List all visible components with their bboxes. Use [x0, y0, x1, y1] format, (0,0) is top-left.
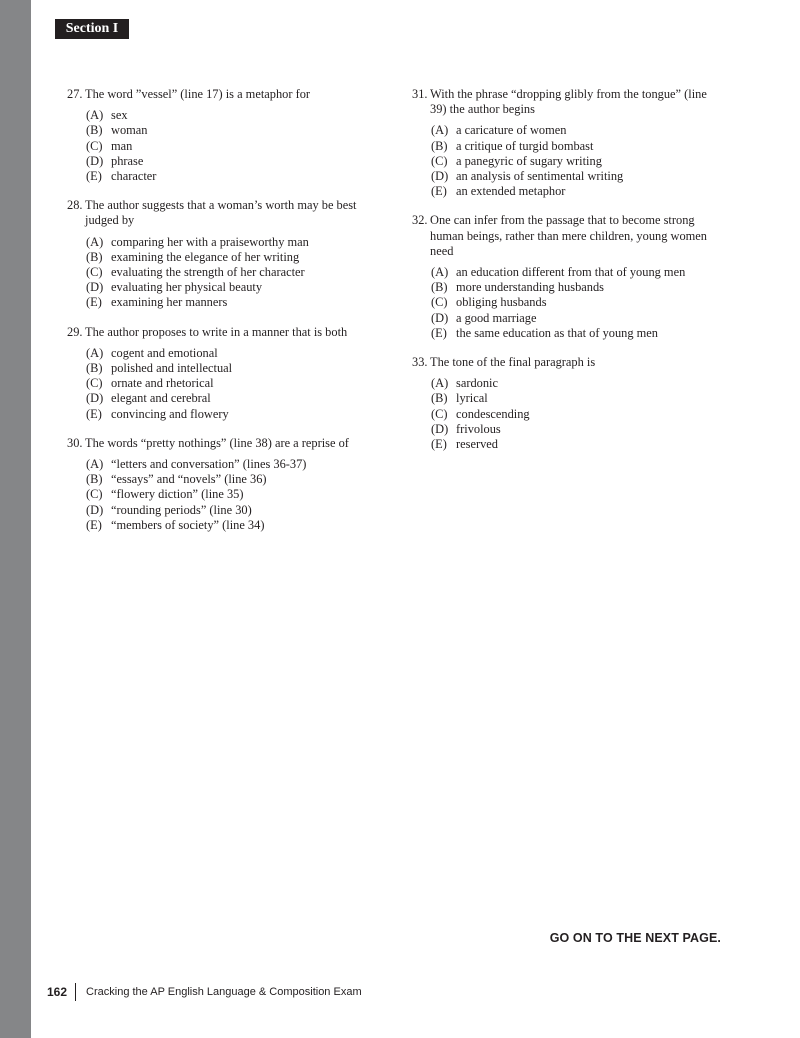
- answer-option: [86, 295, 377, 310]
- option-letter: (E): [431, 437, 447, 452]
- answer-options: [86, 108, 377, 184]
- answer-options: [86, 346, 377, 422]
- option-letter: (D): [86, 502, 104, 517]
- go-on-to-next-page: GO ON TO THE NEXT PAGE.: [549, 931, 721, 945]
- option-letter: (B): [431, 391, 448, 406]
- option-text: a panegyric of sugary writing: [456, 153, 602, 168]
- question-item: [67, 436, 377, 533]
- option-letter: (E): [86, 295, 102, 310]
- option-letter: (E): [86, 406, 102, 421]
- option-text: character: [111, 169, 157, 184]
- answer-option: [86, 503, 377, 518]
- answer-option: [86, 139, 377, 154]
- option-text: a critique of turgid bombast: [456, 138, 594, 153]
- answer-option: [431, 391, 722, 406]
- option-letter: (A): [86, 108, 104, 123]
- answer-options: [431, 376, 722, 452]
- question-text: With the phrase “dropping glibly from the tongue” (line 39) the author begins: [430, 87, 707, 117]
- answer-option: [86, 457, 377, 472]
- answer-option: [86, 108, 377, 123]
- answer-option: [431, 326, 722, 341]
- option-letter: (D): [86, 153, 104, 168]
- question-item: [412, 355, 722, 452]
- option-text: elegant and cerebral: [111, 391, 211, 406]
- left-question-column: [67, 87, 377, 547]
- question-text: The author proposes to write in a manner that is both: [85, 324, 348, 339]
- option-text: frivolous: [456, 421, 501, 436]
- question-number: 29.: [67, 324, 83, 339]
- side-margin-bar: [0, 0, 31, 1038]
- option-letter: (D): [431, 310, 449, 325]
- option-text: a good marriage: [456, 310, 537, 325]
- option-letter: (D): [431, 169, 449, 184]
- answer-option: [431, 422, 722, 437]
- answer-option: [431, 437, 722, 452]
- option-text: evaluating the strength of her character: [111, 265, 305, 280]
- answer-option: [86, 487, 377, 502]
- option-letter: (C): [86, 265, 103, 280]
- answer-option: [86, 391, 377, 406]
- option-letter: (B): [86, 123, 103, 138]
- question-stem: [412, 213, 722, 259]
- answer-option: [431, 311, 722, 326]
- option-letter: (E): [431, 184, 447, 199]
- answer-option: [86, 361, 377, 376]
- option-letter: (C): [86, 138, 103, 153]
- question-text: One can infer from the passage that to become strong human beings, rather than mere children, young women need: [430, 213, 707, 258]
- option-text: man: [111, 138, 133, 153]
- option-text: condescending: [456, 406, 530, 421]
- option-letter: (B): [86, 249, 103, 264]
- answer-options: [86, 457, 377, 533]
- option-letter: (C): [431, 406, 448, 421]
- question-item: [67, 198, 377, 310]
- option-text: obliging husbands: [456, 295, 547, 310]
- answer-option: [86, 250, 377, 265]
- answer-option: [86, 407, 377, 422]
- question-item: [67, 325, 377, 422]
- question-stem: [67, 198, 377, 228]
- answer-option: [431, 280, 722, 295]
- option-letter: (D): [431, 421, 449, 436]
- answer-option: [86, 346, 377, 361]
- answer-options: [431, 123, 722, 199]
- option-text: “rounding periods” (line 30): [111, 502, 252, 517]
- option-letter: (A): [431, 265, 449, 280]
- answer-option: [86, 376, 377, 391]
- question-number: 27.: [67, 87, 83, 101]
- question-number: 30.: [67, 435, 83, 450]
- book-title: Cracking the AP English Language & Composition Exam: [86, 986, 362, 998]
- option-text: an analysis of sentimental writing: [456, 169, 624, 184]
- option-text: examining the elegance of her writing: [111, 249, 300, 264]
- option-text: reserved: [456, 437, 498, 452]
- question-item: [67, 87, 377, 184]
- answer-option: [86, 123, 377, 138]
- question-stem: [412, 87, 722, 117]
- answer-option: [431, 184, 722, 199]
- option-text: “essays” and “novels” (line 36): [111, 472, 267, 487]
- option-text: “members of society” (line 34): [111, 517, 265, 532]
- question-stem: [67, 87, 377, 102]
- option-letter: (E): [431, 325, 447, 340]
- answer-option: [86, 169, 377, 184]
- section-label: Section I: [55, 19, 129, 39]
- answer-option: [86, 472, 377, 487]
- option-text: polished and intellectual: [111, 361, 233, 376]
- question-text: The tone of the final paragraph is: [430, 355, 596, 370]
- answer-option: [431, 295, 722, 310]
- page-footer: [47, 983, 362, 1001]
- option-letter: (E): [86, 169, 102, 184]
- answer-option: [431, 407, 722, 422]
- option-text: sardonic: [456, 376, 498, 391]
- option-text: “flowery diction” (line 35): [111, 487, 244, 502]
- option-letter: (A): [86, 234, 104, 249]
- answer-option: [431, 154, 722, 169]
- option-text: the same education as that of young men: [456, 325, 658, 340]
- option-text: sex: [111, 108, 128, 123]
- option-letter: (B): [86, 472, 103, 487]
- answer-options: [86, 235, 377, 311]
- option-text: lyrical: [456, 391, 488, 406]
- answer-option: [86, 154, 377, 169]
- question-stem: [412, 355, 722, 370]
- question-text: The author suggests that a woman’s worth may be best judged by: [85, 198, 357, 228]
- option-text: ornate and rhetorical: [111, 376, 214, 391]
- page-number: 162: [47, 985, 68, 999]
- answer-option: [431, 265, 722, 280]
- option-text: an extended metaphor: [456, 184, 566, 199]
- option-letter: (D): [86, 391, 104, 406]
- question-stem: [67, 436, 377, 451]
- question-item: [412, 213, 722, 341]
- option-text: phrase: [111, 153, 144, 168]
- question-number: 31.: [412, 87, 428, 101]
- answer-option: [86, 280, 377, 295]
- option-text: “letters and conversation” (lines 36-37): [111, 457, 307, 472]
- option-letter: (A): [86, 457, 104, 472]
- answer-option: [86, 235, 377, 250]
- question-number: 33.: [412, 355, 428, 370]
- option-text: comparing her with a praiseworthy man: [111, 234, 309, 249]
- option-letter: (B): [431, 280, 448, 295]
- answer-option: [86, 518, 377, 533]
- question-stem: [67, 325, 377, 340]
- question-number: 32.: [412, 213, 428, 228]
- answer-option: [431, 123, 722, 138]
- option-text: cogent and emotional: [111, 345, 218, 360]
- footer-divider: [75, 983, 76, 1001]
- option-text: woman: [111, 123, 148, 138]
- option-letter: (C): [431, 153, 448, 168]
- answer-option: [86, 265, 377, 280]
- option-text: more understanding husbands: [456, 280, 604, 295]
- question-text: The words “pretty nothings” (line 38) are a reprise of: [85, 435, 349, 450]
- option-letter: (A): [431, 376, 449, 391]
- question-number: 28.: [67, 198, 83, 213]
- option-letter: (C): [86, 376, 103, 391]
- option-text: a caricature of women: [456, 123, 567, 138]
- option-text: an education different from that of young men: [456, 265, 686, 280]
- option-text: evaluating her physical beauty: [111, 280, 263, 295]
- question-text: The word ”vessel” (line 17) is a metaphor for: [85, 87, 311, 101]
- option-letter: (B): [86, 361, 103, 376]
- option-letter: (D): [86, 280, 104, 295]
- answer-option: [431, 139, 722, 154]
- answer-option: [431, 376, 722, 391]
- question-item: [412, 87, 722, 199]
- option-letter: (A): [86, 345, 104, 360]
- answer-options: [431, 265, 722, 341]
- option-letter: (C): [431, 295, 448, 310]
- option-text: examining her manners: [111, 295, 228, 310]
- option-text: convincing and flowery: [111, 406, 229, 421]
- option-letter: (C): [86, 487, 103, 502]
- answer-option: [431, 169, 722, 184]
- option-letter: (B): [431, 138, 448, 153]
- option-letter: (A): [431, 123, 449, 138]
- option-letter: (E): [86, 517, 102, 532]
- right-question-column: [412, 87, 722, 466]
